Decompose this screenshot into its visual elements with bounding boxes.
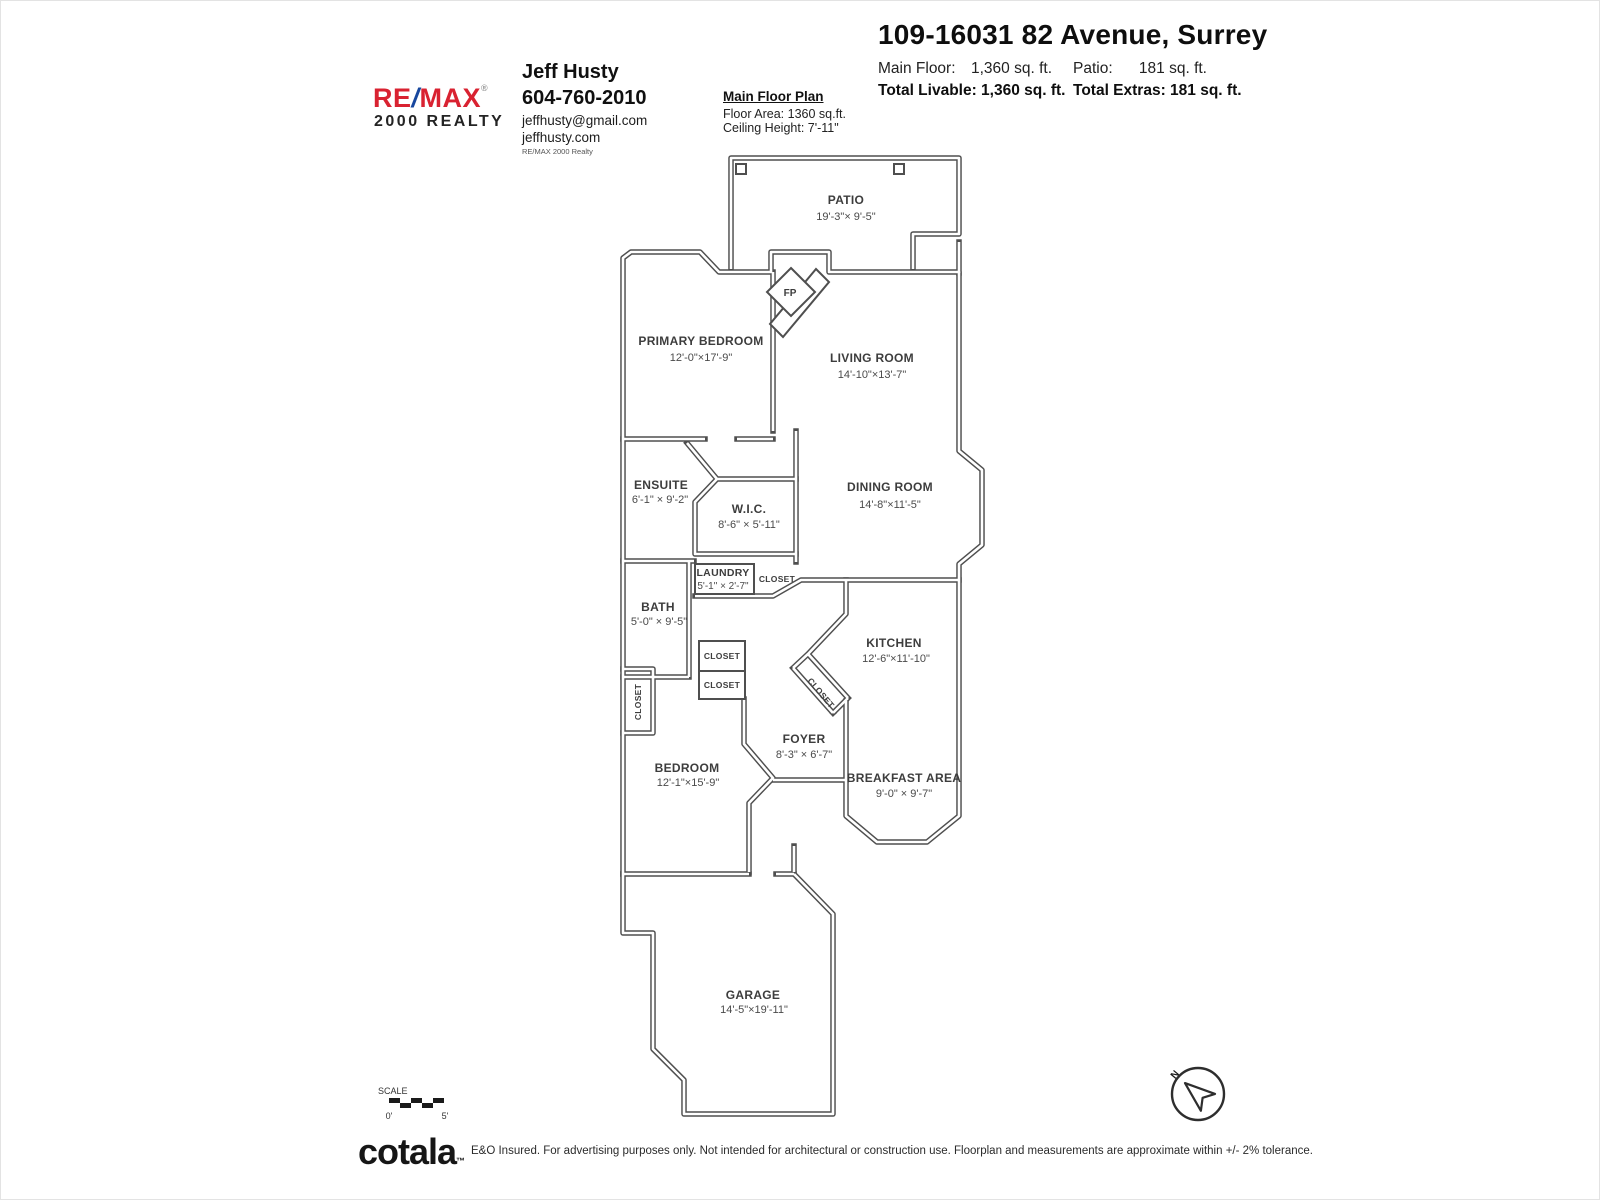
closet-label: CLOSET: [805, 675, 837, 711]
scale-bar-segments: [389, 1098, 444, 1108]
room-label-dining-room: DINING ROOM: [847, 480, 933, 494]
room-dims-living-room: 14'-10"×13'-7": [837, 369, 907, 381]
registered-mark: ®: [481, 83, 489, 93]
room-dims-ensuite: 6'-1" × 9'-2": [631, 494, 689, 506]
closet-label: CLOSET: [633, 683, 643, 721]
stat-total-livable: Total Livable: 1,360 sq. ft.: [878, 82, 1066, 99]
room-label-foyer: FOYER: [782, 732, 826, 746]
agent-phone: 604-760-2010: [522, 87, 647, 109]
agent-email: jeffhusty@gmail.com: [522, 113, 648, 128]
room-dims-bedroom: 12'-1"×15'-9": [656, 777, 720, 789]
closet-label: CLOSET: [758, 574, 796, 584]
room-dims-primary-bedroom: 12'-0"×17'-9": [669, 352, 733, 364]
north-label: N: [1168, 1068, 1182, 1082]
scale-end-label: 5': [441, 1111, 449, 1121]
stat-main-floor-value: 1,360 sq. ft.: [971, 60, 1052, 77]
room-label-ensuite: ENSUITE: [633, 478, 689, 492]
room-dims-breakfast-area: 9'-0" × 9'-7": [875, 788, 933, 800]
page-title: 109-16031 82 Avenue, Surrey: [878, 19, 1268, 50]
room-dims-bath: 5'-0" × 9'-5": [630, 616, 688, 628]
remax-logo-max: MAX: [419, 83, 482, 113]
patio-post-icon: [894, 164, 904, 174]
stat-patio-value: 181 sq. ft.: [1138, 60, 1207, 77]
scale-label: SCALE: [378, 1086, 408, 1096]
scale-start-label: 0': [385, 1111, 393, 1121]
room-dims-foyer: 8'-3" × 6'-7": [775, 749, 833, 761]
footer-disclaimer: E&O Insured. For advertising purposes only. Not intended for architectural or construction use. Floorplan and measurements are approximate within +/- 2% tolerance.: [471, 1145, 1313, 1157]
room-dims-dining-room: 14'-8"×11'-5": [859, 499, 921, 511]
room-dims-kitchen: 12'-6"×11'-10": [862, 653, 930, 665]
fireplace-label: FP: [783, 288, 797, 299]
agent-name: Jeff Husty: [522, 61, 619, 83]
room-dims-garage: 14'-5"×19'-11": [720, 1004, 788, 1016]
floor-plan-svg: [1, 1, 1600, 1200]
patio-post-icon: [736, 164, 746, 174]
room-label-bath: BATH: [641, 600, 675, 614]
remax-logo-re: RE: [373, 83, 412, 113]
plan-floor-area: Floor Area: 1360 sq.ft.: [723, 107, 846, 121]
room-dims-wic: 8'-6" × 5'-11": [718, 519, 780, 531]
scale-bar: [378, 1086, 449, 1121]
agent-website: jeffhusty.com: [522, 130, 601, 145]
room-dims-patio: 19'-3"× 9'-5": [816, 211, 876, 223]
remax-logo-slash: /: [411, 83, 420, 113]
room-label-patio: PATIO: [827, 193, 865, 207]
fixtures: [695, 164, 904, 699]
cotala-logo-text: cotala: [358, 1131, 457, 1172]
stat-main-floor-label: Main Floor:: [878, 60, 956, 77]
stat-total-extras: Total Extras: 181 sq. ft.: [1073, 82, 1242, 99]
plan-ceiling-height: Ceiling Height: 7'-11": [723, 121, 839, 135]
room-label-bedroom: BEDROOM: [654, 761, 720, 775]
north-arrow-icon: [1164, 1063, 1224, 1120]
stat-patio-label: Patio:: [1073, 60, 1113, 77]
plan-title: Main Floor Plan: [723, 89, 824, 104]
closet-label: CLOSET: [703, 680, 741, 690]
cotala-logo: [358, 1131, 465, 1173]
cotala-trademark: ™: [456, 1156, 466, 1166]
room-label-garage: GARAGE: [725, 988, 781, 1002]
closet-label: CLOSET: [703, 651, 741, 661]
room-dims-laundry: 5'-1" × 2'-7": [697, 581, 749, 592]
room-label-primary-bedroom: PRIMARY BEDROOM: [638, 334, 764, 348]
remax-logo-line2: 2000 REALTY: [374, 113, 505, 130]
agent-brokerage: RE/MAX 2000 Realty: [522, 147, 593, 156]
room-label-laundry: LAUNDRY: [696, 567, 750, 579]
room-label-breakfast-area: BREAKFAST AREA: [846, 771, 962, 785]
room-label-living-room: LIVING ROOM: [830, 351, 914, 365]
room-label-wic: W.I.C.: [731, 502, 767, 516]
room-label-kitchen: KITCHEN: [866, 636, 922, 650]
